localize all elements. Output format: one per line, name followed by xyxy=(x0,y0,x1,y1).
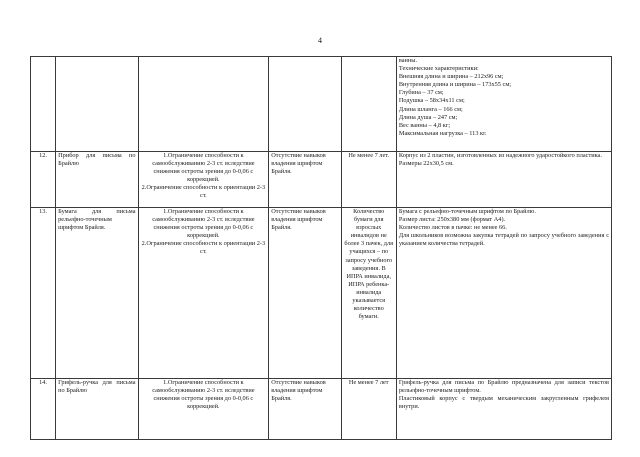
description-line: Подушка – 58х34х11 см; xyxy=(398,97,465,105)
indications xyxy=(138,57,269,152)
indication-item: 2.Ограничение способности к ориентации 2-3 ст. xyxy=(141,240,266,256)
quantity-term: Не менее 7 лет xyxy=(341,379,396,440)
description xyxy=(396,208,611,379)
row-number xyxy=(31,57,56,152)
device-name: Грифель-ручка для письма по Брайлю xyxy=(56,379,138,440)
description-line: Длина душа – 247 см; xyxy=(398,113,458,121)
row-number: 12. xyxy=(31,152,56,208)
assistive-devices-table xyxy=(30,56,612,440)
description-line: Внешняя длина и ширина – 212х96 см; xyxy=(398,73,504,81)
contraindication xyxy=(269,57,341,152)
table-row xyxy=(31,208,612,379)
quantity-term: Количество бумаги для взрослых инвалидов не более 3 пачек, для учащихся – по запросу учебного заведения. В ИПРА инвалида, ИПРА ребенка-инвалида указывается количество бумаги. xyxy=(341,208,396,379)
description-line: Технические характеристики: xyxy=(398,65,479,73)
row-number: 14. xyxy=(31,379,56,440)
table-row xyxy=(31,152,612,208)
quantity-term xyxy=(341,57,396,152)
row-number: 13. xyxy=(31,208,56,379)
device-name xyxy=(56,57,138,152)
description-line: Длина шланга – 166 см; xyxy=(398,105,463,113)
indications xyxy=(138,152,269,208)
description-line: Пластиковый корпус с твердым механическим закругленным грифелем внутри. xyxy=(398,395,609,411)
description-line: Вес ванны – 4,8 кг; xyxy=(398,121,451,129)
indication-item: 1.Ограничение способности к самообслуживанию 2-3 ст. вследствие снижения остроты зрения до 0-0,06 с коррекцией. xyxy=(152,208,255,240)
description-line: Корпус из 2 пластин, изготовленных из надежного ударостойкого пластика. xyxy=(398,152,602,159)
device-name: Прибор для письма по Брайлю xyxy=(56,152,138,208)
page-number: 4 xyxy=(318,36,322,45)
indication-item: 1.Ограничение способности к самообслуживанию 2-3 ст. вследствие снижения остроты зрения до 0-0,06 с коррекцией. xyxy=(152,379,255,411)
device-name: Бумага для письма рельефно-точечным шрифтом Брайля. xyxy=(56,208,138,379)
description-line: Бумага с рельефно-точечным шрифтом по Брайлю. xyxy=(398,208,536,215)
indication-item: 1.Ограничение способности к самообслуживанию 2-3 ст. вследствие снижения остроты зрения до 0-0,06 с коррекцией. xyxy=(152,152,255,184)
quantity-term: Не менее 7 лет. xyxy=(341,152,396,208)
description xyxy=(396,152,611,208)
description-line: Для школьников возможна закупка тетрадей по запросу учебного заведения с указанием количества тетрадей. xyxy=(398,232,609,248)
description xyxy=(396,379,611,440)
description-line: ванны. xyxy=(398,57,418,64)
indications xyxy=(138,379,269,440)
table-row xyxy=(31,379,612,440)
contraindication: Отсутствие навыков владения шрифтом Брайля. xyxy=(269,152,341,208)
indication-item: 2.Ограничение способности к ориентации 2-3 ст. xyxy=(141,184,266,200)
description-line: Количество листов в пачке: не менее 66. xyxy=(398,224,507,232)
table-row xyxy=(31,57,612,152)
description-line: Размер листа: 250х380 мм (формат А4). xyxy=(398,216,506,224)
description-line: Максимальная нагрузка – 113 кг. xyxy=(398,129,487,137)
description-line: Глубина – 37 см; xyxy=(398,89,444,97)
indications xyxy=(138,208,269,379)
description xyxy=(396,57,611,152)
description-line: Размеры 22х30,5 см. xyxy=(398,160,454,168)
description-line: Грифель-ручка для письма по Брайлю предназначена для записи текстов рельефно-точечным шрифтом. xyxy=(398,379,609,395)
contraindication: Отсутствие навыков владения шрифтом Брайля. xyxy=(269,208,341,379)
description-line: Внутренняя длина и ширина – 173х55 см; xyxy=(398,81,512,89)
contraindication: Отсутствие навыков владения шрифтом Брайля. xyxy=(269,379,341,440)
